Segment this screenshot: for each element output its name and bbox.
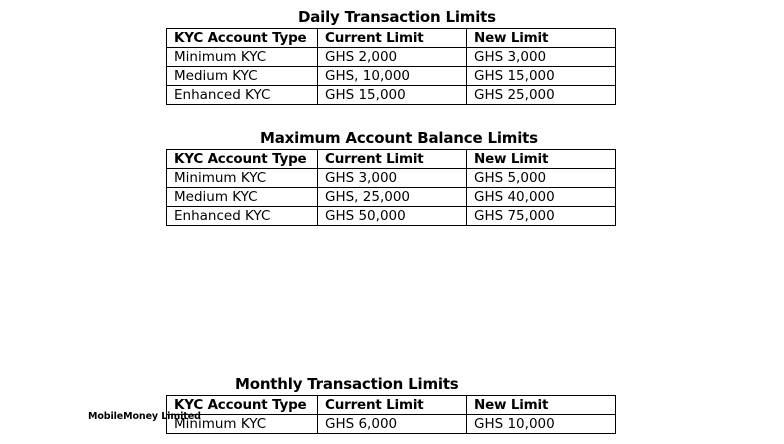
monthly-limits-table (166, 395, 616, 434)
cell-new-limit: GHS 75,000 (467, 207, 616, 226)
cell-new-limit: GHS 5,000 (467, 169, 616, 188)
max-balance-title: Maximum Account Balance Limits (260, 129, 538, 147)
table-header-row (167, 29, 616, 48)
header-kyc-account-type: KYC Account Type (167, 396, 318, 415)
cell-kyc-type: Enhanced KYC (167, 207, 318, 226)
cell-new-limit: GHS 15,000 (467, 67, 616, 86)
cell-current-limit: GHS, 10,000 (318, 67, 467, 86)
max-balance-table (166, 149, 616, 226)
header-new-limit: New Limit (467, 150, 616, 169)
cell-new-limit: GHS 25,000 (467, 86, 616, 105)
table-row (167, 169, 616, 188)
table-header-row (167, 150, 616, 169)
watermark-text: MobileMoney Limited (88, 411, 201, 422)
cell-kyc-type: Medium KYC (167, 67, 318, 86)
cell-kyc-type: Minimum KYC (167, 415, 318, 434)
cell-current-limit: GHS 50,000 (318, 207, 467, 226)
header-kyc-account-type: KYC Account Type (167, 29, 318, 48)
cell-new-limit: GHS 3,000 (467, 48, 616, 67)
table-row (167, 48, 616, 67)
header-new-limit: New Limit (467, 396, 616, 415)
cell-current-limit: GHS 15,000 (318, 86, 467, 105)
cell-current-limit: GHS 6,000 (318, 415, 467, 434)
cell-new-limit: GHS 10,000 (467, 415, 616, 434)
table-row (167, 188, 616, 207)
header-kyc-account-type: KYC Account Type (167, 150, 318, 169)
header-current-limit: Current Limit (318, 29, 467, 48)
cell-current-limit: GHS, 25,000 (318, 188, 467, 207)
table-row (167, 207, 616, 226)
daily-limits-title: Daily Transaction Limits (298, 8, 496, 26)
table-row (167, 415, 616, 434)
table-row (167, 67, 616, 86)
cell-kyc-type: Minimum KYC (167, 169, 318, 188)
cell-current-limit: GHS 2,000 (318, 48, 467, 67)
header-current-limit: Current Limit (318, 150, 467, 169)
cell-new-limit: GHS 40,000 (467, 188, 616, 207)
monthly-limits-title: Monthly Transaction Limits (235, 375, 459, 393)
table-row (167, 86, 616, 105)
header-new-limit: New Limit (467, 29, 616, 48)
header-current-limit: Current Limit (318, 396, 467, 415)
cell-kyc-type: Enhanced KYC (167, 86, 318, 105)
cell-current-limit: GHS 3,000 (318, 169, 467, 188)
table-header-row (167, 396, 616, 415)
cell-kyc-type: Medium KYC (167, 188, 318, 207)
cell-kyc-type: Minimum KYC (167, 48, 318, 67)
daily-limits-table (166, 28, 616, 105)
